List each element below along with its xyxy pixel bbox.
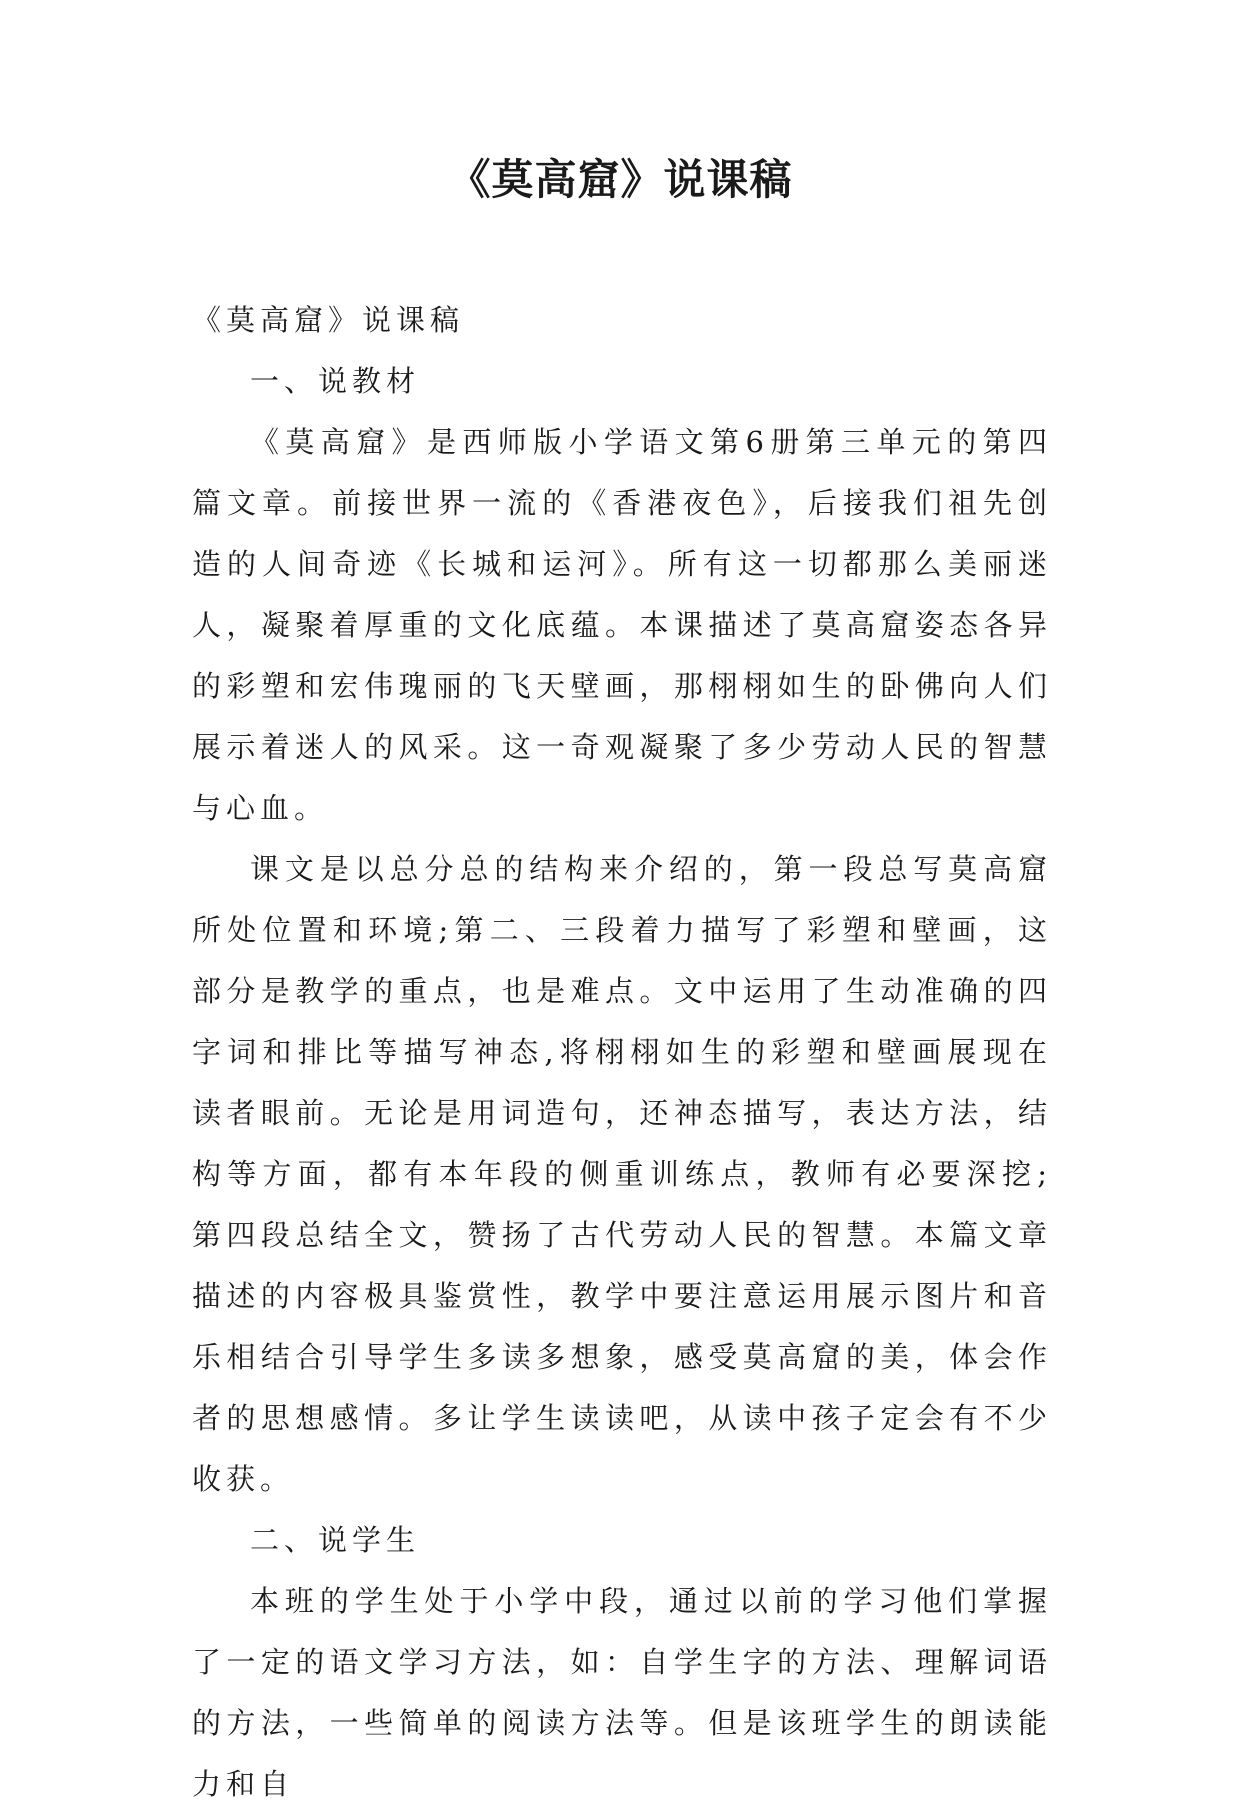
paragraph-textbook-intro: 《莫高窟》是西师版小学语文第6册第三单元的第四篇文章。前接世界一流的《香港夜色》，后接我们祖先创造的人间奇迹《长城和运河》。所有这一切都那么美丽迷人，凝聚着厚重的文化底蕴。本课描述了莫高窟姿态各异的彩塑和宏伟瑰丽的飞天壁画，那栩栩如生的卧佛向人们展示着迷人的风采。这一奇观凝聚了多少劳动人民的智慧与心血。	[192, 425, 1052, 825]
document-subtitle: 《莫高窟》说课稿	[192, 303, 465, 337]
paragraph-textbook-structure: 课文是以总分总的结构来介绍的，第一段总写莫高窟所处位置和环境;第二、三段着力描写了彩塑和壁画，这部分是教学的重点，也是难点。文中运用了生动准确的四字词和排比等描写神态,将栩栩如生的彩塑和壁画展现在读者眼前。无论是用词造句，还神态描写，表达方法，结构等方面，都有本年段的侧重训练点，教师有必要深挖;第四段总结全文，赞扬了古代劳动人民的智慧。本篇文章描述的内容极具鉴赏性，教学中要注意运用展示图片和音乐相结合引导学生多读多想象，感受莫高窟的美，体会作者的思想感情。多让学生读读吧，从读中孩子定会有不少收获。	[192, 852, 1052, 1496]
document-title: 《莫高窟》说课稿	[448, 155, 793, 204]
section-heading-students: 二、说学生	[250, 1523, 421, 1557]
paragraph-students: 本班的学生处于小学中段，通过以前的学习他们掌握了一定的语文学习方法，如：自学生字的方法、理解词语的方法，一些简单的阅读方法等。但是该班学生的朗读能力和自	[192, 1584, 1052, 1801]
section-heading-textbook: 一、说教材	[250, 364, 421, 398]
document-body	[192, 290, 1052, 1815]
